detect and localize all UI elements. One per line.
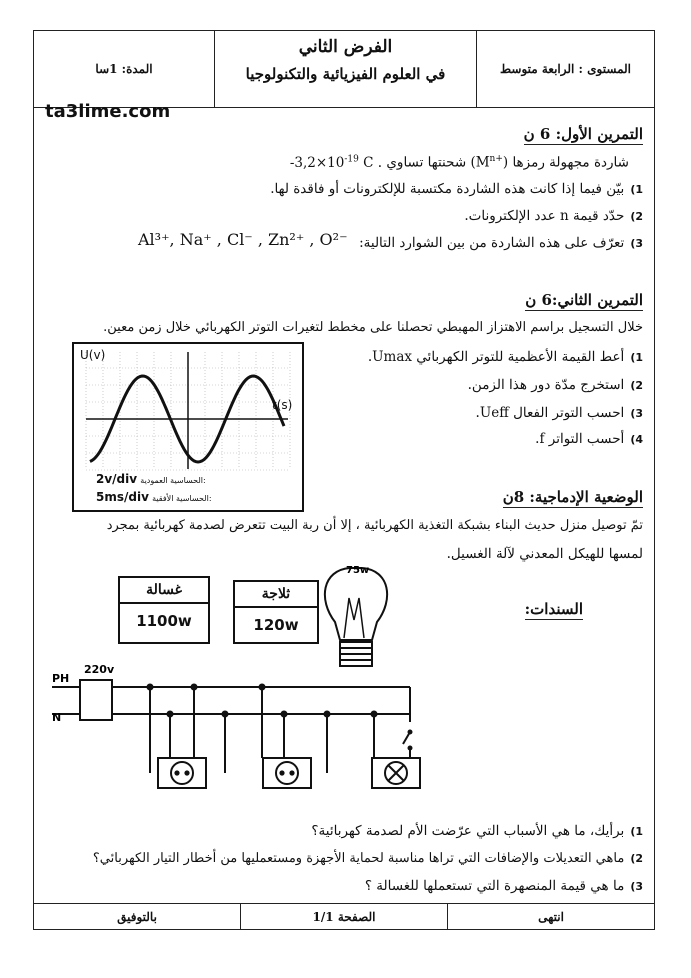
ion-charge: $-3,2\times 10^{-19}$ C . xyxy=(289,154,383,171)
situation-q1: 1)برأيك، ما هي الأسباب التي عرّضت الأم لصدمة كهربائية؟ xyxy=(311,823,643,839)
phase-label: PH xyxy=(52,672,70,685)
footer-end: انتهى xyxy=(538,909,564,924)
exercise2-heading: التمرين الثاني:6 ن xyxy=(525,291,643,309)
vertical-sensitivity: 2v/div الحساسية العمودية: xyxy=(96,472,206,486)
exercise2-q3: 3)احسب التوتر الفعال Ueff. xyxy=(475,405,643,421)
exercise2-q2: 2)استخرج مدّة دور هذا الزمن. xyxy=(467,377,643,393)
horizontal-sensitivity: 5ms/div الحساسية الأفقية: xyxy=(96,490,212,504)
exercise2-intro: خلال التسجيل براسم الاهتزاز المهبطي تحصلنا على مخطط لتغيرات التوتر الكهربائي خلال زمن معين. xyxy=(103,320,643,335)
ion-list: Al³⁺, Na⁺ , Cl⁻ , Zn²⁺ , O²⁻ xyxy=(138,230,348,249)
neutral-label: N xyxy=(52,711,62,724)
fridge-power: 120w xyxy=(253,616,299,634)
socket-icon xyxy=(263,758,311,788)
wiring xyxy=(52,680,410,773)
washer-power: 1100w xyxy=(136,612,192,630)
situation-line2: لمسها للهيكل المعدني لآلة الغسيل. xyxy=(446,546,643,562)
situation-q3: 3)ما هي قيمة المنصهرة التي تستعملها للغسالة ؟ xyxy=(364,878,643,894)
fridge-name: ثلاجة xyxy=(235,582,317,608)
exercise2-q4: 4)أحسب التواتر f. xyxy=(535,431,643,447)
situation-heading: الوضعية الإدماجية: 8ن xyxy=(502,488,643,506)
voltage-label: 220v xyxy=(84,663,115,676)
exercise1-intro: شاردة مجهولة رمزها $(M^{n+})$ شحنتها تساوي $-3,2\times 10^{-19}$ C . xyxy=(289,154,629,171)
level-label: المستوى : الرابعة متوسط xyxy=(476,31,654,107)
exercise2-q1: 1)أعط القيمة الأعظمية للتوتر الكهربائي Umax. xyxy=(367,349,643,365)
x-axis-label: t(s) xyxy=(272,398,293,412)
lamp-icon xyxy=(325,568,387,666)
washer-name: غسالة xyxy=(120,578,208,604)
footer-wish: بالتوفيق xyxy=(34,904,241,929)
socket-icon xyxy=(158,758,206,788)
lamp-power: 75w xyxy=(346,565,370,576)
exam-subject: في العلوم الفيزيائية والتكنولوجيا xyxy=(245,65,446,83)
situation-line1: تمّ توصيل منزل حديث البناء بشبكة التغذية الكهربائية ، إلا أن ربة البيت تتعرض لصدمة كهربائية بمجرد xyxy=(106,518,643,533)
exam-footer xyxy=(33,903,655,930)
duration-label: المدة: 1سا xyxy=(95,62,153,76)
exercise1-heading: التمرين الأول: 6 ن xyxy=(523,125,643,143)
exercise1-q2: 2)حدّد قيمة n عدد الإلكترونات. xyxy=(464,208,643,224)
footer-page: الصفحة 1/1 xyxy=(241,904,448,929)
site-watermark: ta3lime.com xyxy=(45,101,171,122)
exercise1-q3: 3)تعرّف على هذه الشاردة من بين الشوارد التالية: xyxy=(359,235,643,251)
lamp-symbol-icon xyxy=(372,758,420,788)
exercise1-q1: 1)بيّن فيما إذا كانت هذه الشاردة مكتسبة للإلكترونات أو فاقدة لها. xyxy=(270,181,643,197)
situation-q2: 2)ماهي التعديلات والإضافات التي تراها مناسبة لحماية الأجهزة ومستعمليها من أخطار التيار الكهربائي؟ xyxy=(92,851,643,866)
exam-title-main: الفرض الثاني xyxy=(298,37,393,57)
supports-heading: السندات: xyxy=(524,600,583,618)
y-axis-label: U(v) xyxy=(80,348,106,362)
